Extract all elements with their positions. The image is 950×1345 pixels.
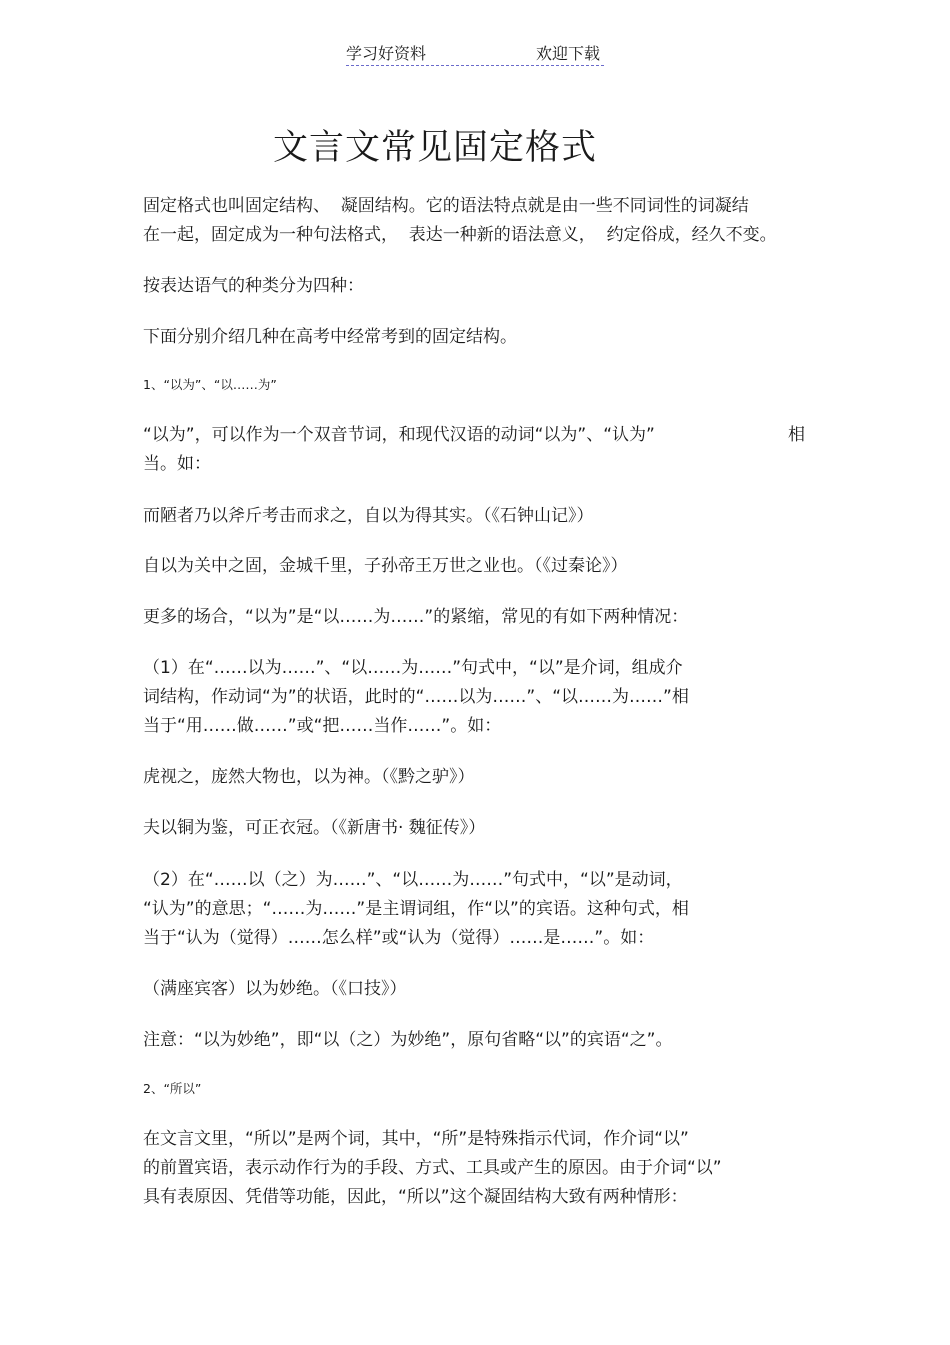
para3-line-3: 具有表原因、凭借等功能，因此，“所以”这个凝固结构大致有两种情形： (143, 1187, 688, 1207)
example-5: （满座宾客）以为妙绝。（《口技》） (143, 979, 407, 999)
intro-line-2: 在一起，固定成为一种句法格式， 表达一种新的语法意义， 约定俗成，经久不变。 (143, 225, 777, 245)
section-heading-2: 2、“所以” (143, 1081, 202, 1096)
para1-line-1-end: 相 (788, 425, 805, 445)
example-1: 而陋者乃以斧斤考击而求之，自以为得其实。（《石钟山记》） (143, 506, 594, 526)
para3-line-1: 在文言文里，“所以”是两个词，其中，“所”是特殊指示代词，作介词“以” (143, 1129, 689, 1149)
note-line: 注意：“以为妙绝”，即“以（之）为妙绝”，原句省略“以”的宾语“之”。 (143, 1030, 673, 1050)
case2-line-1: （2）在“……以（之）为……”、“以……为……”句式中，“以”是动词， (143, 870, 683, 890)
section-heading-1: 1、“以为”、“以……为” (143, 377, 277, 392)
intro-below-line: 下面分别介绍几种在高考中经常考到的固定结构。 (143, 327, 517, 347)
header-right-text: 欢迎下载 (535, 44, 600, 63)
case1-line-1: （1）在“……以为……”、“以……为……”句式中，“以”是介词，组成介 (143, 658, 683, 678)
case1-line-2: 词结构，作动词“为”的状语，此时的“……以为……”、“以……为……”相 (143, 687, 689, 707)
example-3: 虎视之，庞然大物也，以为神。（《黔之驴》） (143, 767, 475, 787)
intro-line-1: 固定格式也叫固定结构、 凝固结构。它的语法特点就是由一些不同词性的词凝结 (143, 196, 749, 216)
para1-line-2: 当。如： (143, 454, 211, 474)
para2: 更多的场合，“以为”是“以……为……”的紧缩，常见的有如下两种情况： (143, 607, 689, 627)
case2-line-2: “认为”的意思；“……为……”是主谓词组，作“以”的宾语。这种句式，相 (143, 899, 689, 919)
document-title: 文言文常见固定格式 (273, 128, 598, 168)
example-4: 夫以铜为鉴，可正衣冠。（《新唐书· 魏征传》） (143, 818, 486, 838)
para3-line-2: 的前置宾语，表示动作行为的手段、方式、工具或产生的原因。由于介词“以” (143, 1158, 722, 1178)
case2-line-3: 当于“认为（觉得）……怎么样”或“认为（觉得）……是……”。如： (143, 928, 655, 948)
classify-line: 按表达语气的种类分为四种： (143, 276, 364, 296)
para1-line-1: “以为”，可以作为一个双音节词，和现代汉语的动词“以为”、“认为” (143, 425, 655, 445)
case1-line-3: 当于“用……做……”或“把……当作……”。如： (143, 716, 502, 736)
example-2: 自以为关中之固，金城千里，子孙帝王万世之业也。（《过秦论》） (143, 556, 628, 576)
header-left-text: 学习好资料 (346, 44, 427, 63)
page-header (346, 41, 604, 66)
